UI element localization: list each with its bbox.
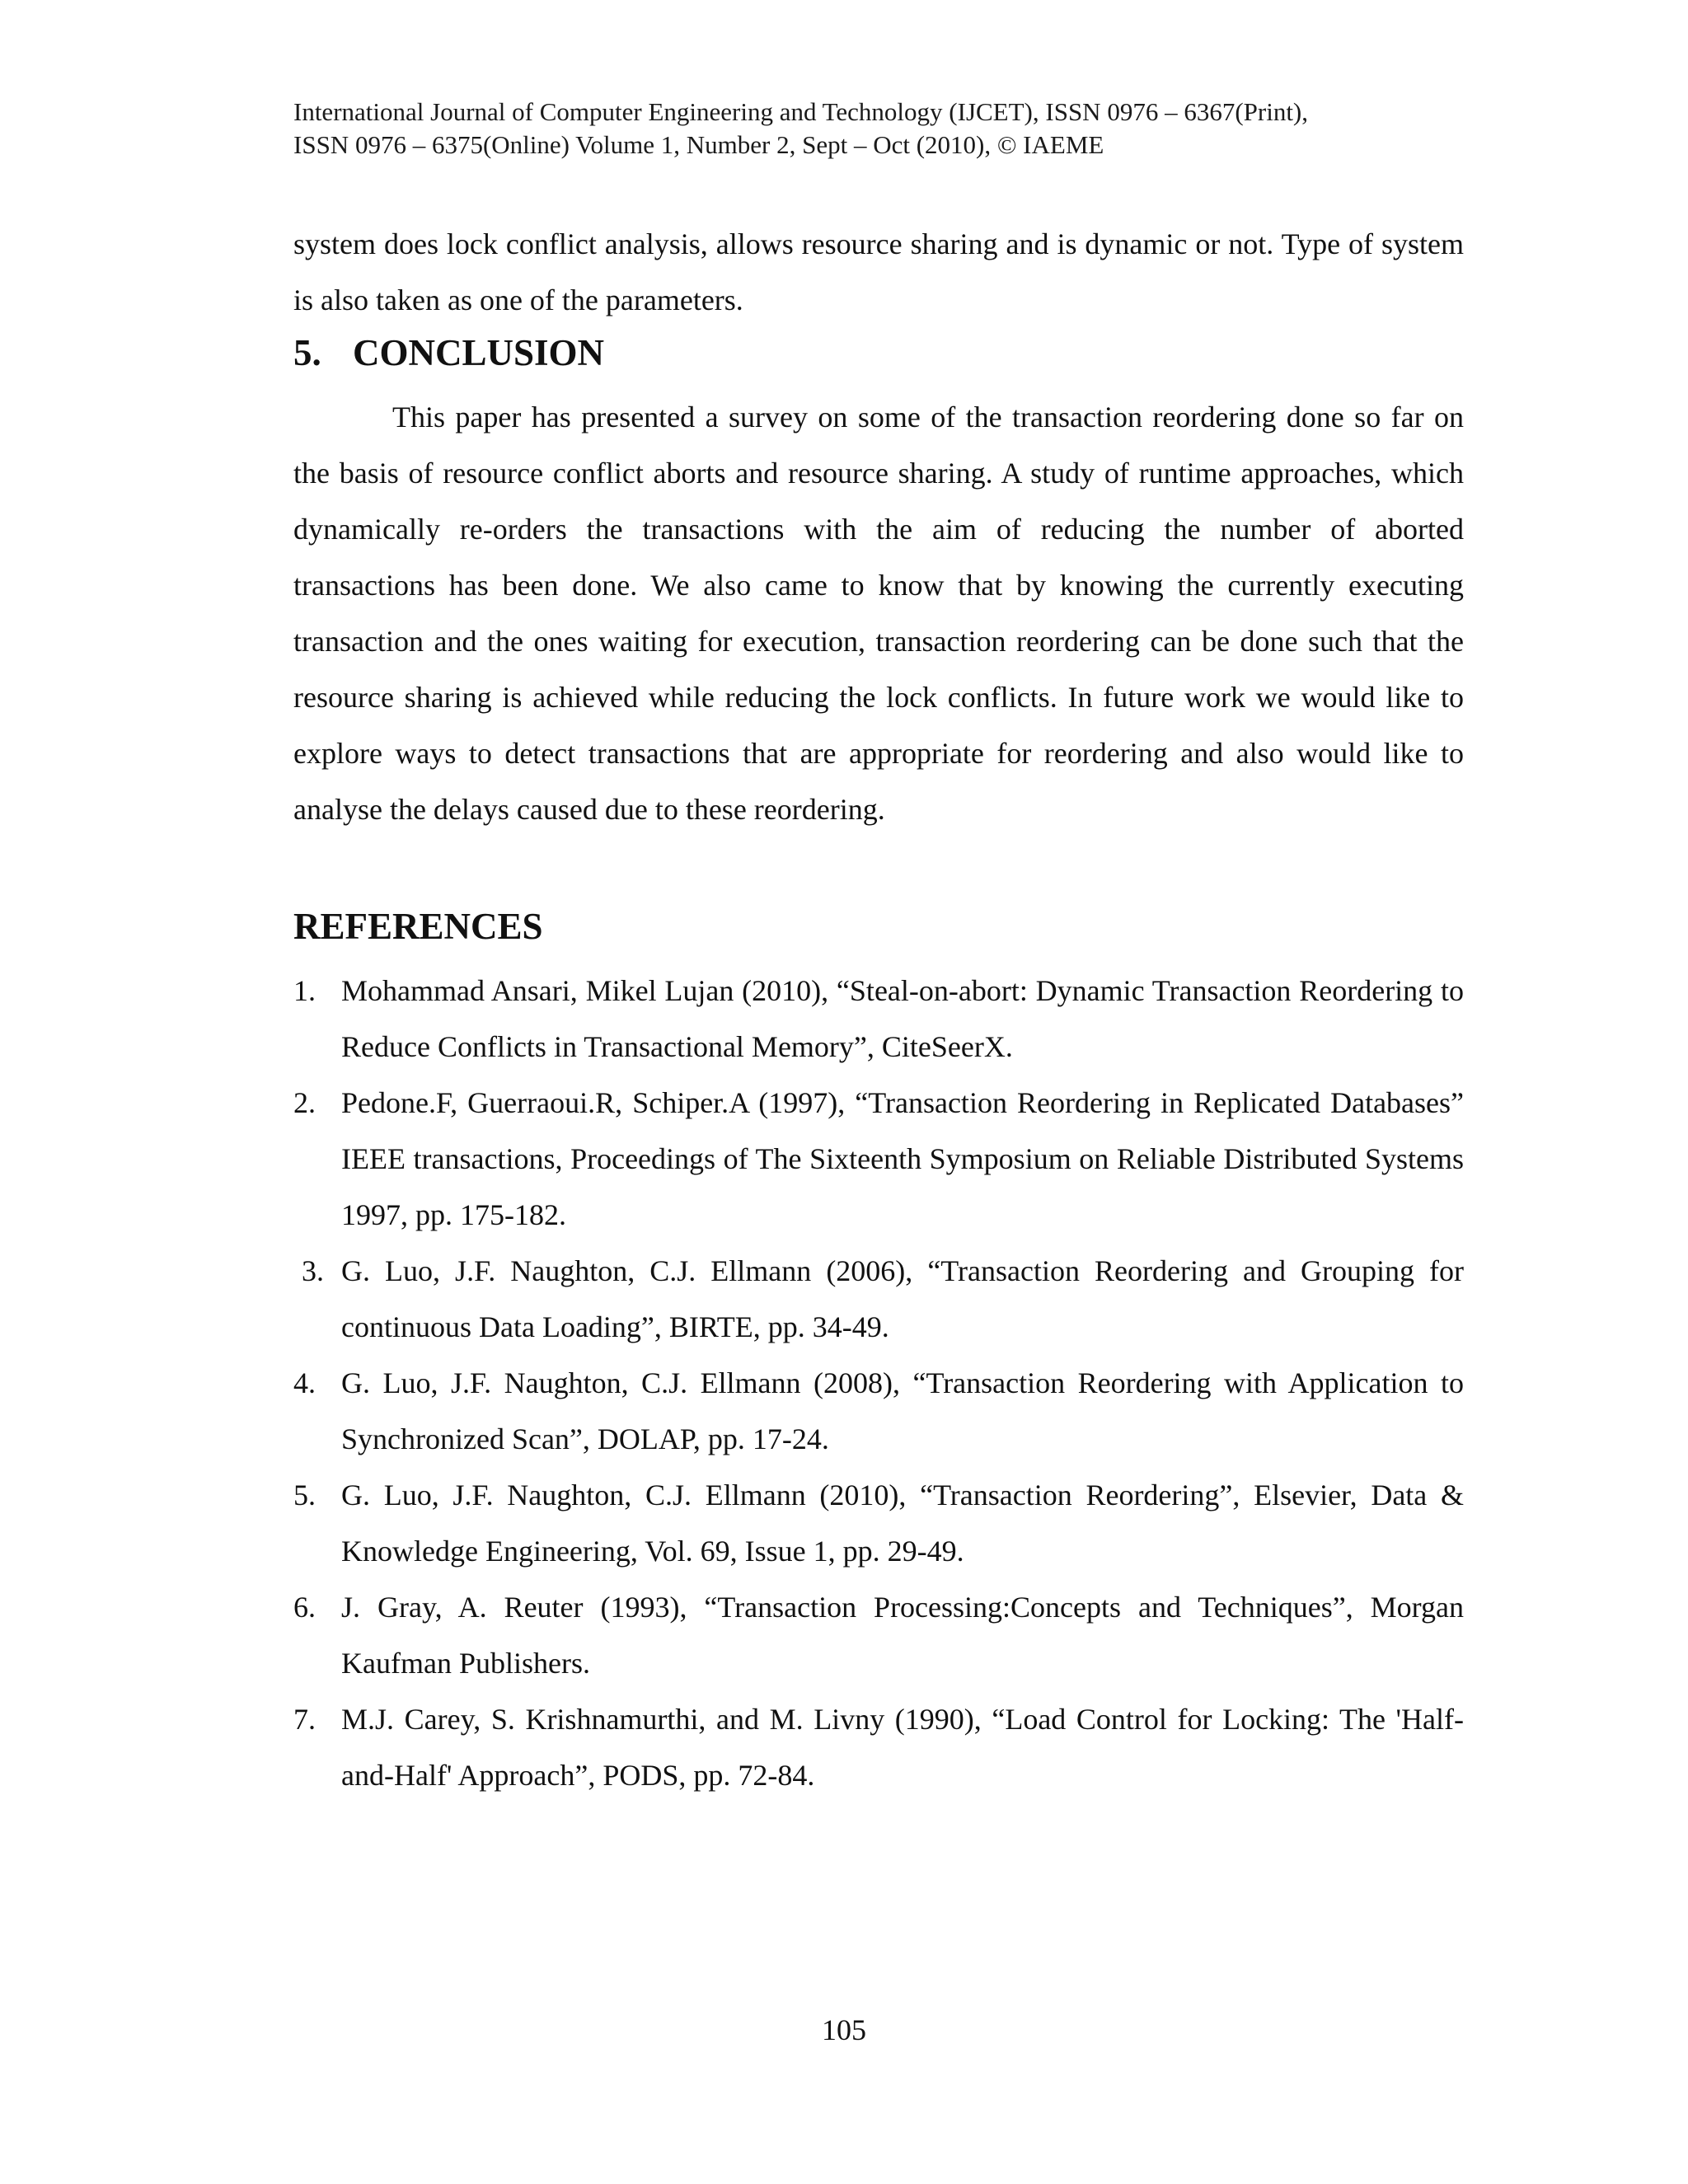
reference-item [293,1579,1464,1691]
conclusion-heading [293,328,604,377]
references-list [293,963,1464,1803]
reference-text: Mohammad Ansari, Mikel Lujan (2010), “Steal-on-abort: Dynamic Transaction Reordering to Reduce Conflicts in Transactional Memory”, CiteSeerX. [341,974,1464,1063]
reference-number: 3. [302,1254,324,1287]
page-number: 105 [822,2013,866,2046]
reference-item [293,1691,1464,1803]
reference-text: G. Luo, J.F. Naughton, C.J. Ellmann (2008), “Transaction Reordering with Application to Synchronized Scan”, DOLAP, pp. 17-24. [341,1366,1464,1455]
intro-paragraph: system does lock conflict analysis, allows resource sharing and is dynamic or not. Type of system is also taken as one of the parameters. [293,227,1464,316]
reference-number: 2. [293,1086,316,1119]
reference-text: M.J. Carey, S. Krishnamurthi, and M. Livny (1990), “Load Control for Locking: The 'Half-and-Half' Approach”, PODS, pp. 72-84. [341,1703,1464,1792]
reference-text: Pedone.F, Guerraoui.R, Schiper.A (1997), “Transaction Reordering in Replicated Databases” IEEE transactions, Proceedings of The Sixteenth Symposium on Reliable Distributed Systems 1997, pp. 175-182. [341,1086,1464,1231]
reference-item [293,1243,1464,1355]
reference-number: 6. [293,1591,316,1624]
reference-number: 1. [293,974,316,1007]
reference-number: 4. [293,1366,316,1399]
reference-number: 7. [293,1703,316,1736]
conclusion-section-number: 5. [293,332,321,373]
reference-text: J. Gray, A. Reuter (1993), “Transaction Processing:Concepts and Techniques”, Morgan Kaufman Publishers. [341,1591,1464,1680]
conclusion-paragraph: This paper has presented a survey on some of the transaction reordering done so far on the basis of resource conflict aborts and resource sharing. A study of runtime approaches, which dynamically re-orders the transactions with the aim of reducing the number of aborted transactions has been done. We also came to know that by knowing the currently executing transaction and the ones waiting for execution, transaction reordering can be done such that the resource sharing is achieved while reducing the lock conflicts. In future work we would like to explore ways to detect transactions that are appropriate for reordering and also would like to analyse the delays caused due to these reordering. [293,401,1464,826]
reference-text: G. Luo, J.F. Naughton, C.J. Ellmann (2006), “Transaction Reordering and Grouping for continuous Data Loading”, BIRTE, pp. 34-49. [341,1254,1464,1343]
reference-text: G. Luo, J.F. Naughton, C.J. Ellmann (2010), “Transaction Reordering”, Elsevier, Data & Knowledge Engineering, Vol. 69, Issue 1, pp. 29-49. [341,1479,1464,1568]
journal-running-header [293,96,1464,162]
reference-number: 5. [293,1479,316,1511]
reference-item [293,1355,1464,1467]
reference-item [293,963,1464,1075]
header-line-1: International Journal of Computer Engineering and Technology (IJCET), ISSN 0976 – 6367(Print), [293,97,1309,126]
reference-item [293,1075,1464,1243]
references-heading: REFERENCES [293,906,543,947]
header-line-2: ISSN 0976 – 6375(Online) Volume 1, Number 2, Sept – Oct (2010), © IAEME [293,130,1104,159]
conclusion-section-title: CONCLUSION [353,332,605,373]
reference-item [293,1467,1464,1579]
